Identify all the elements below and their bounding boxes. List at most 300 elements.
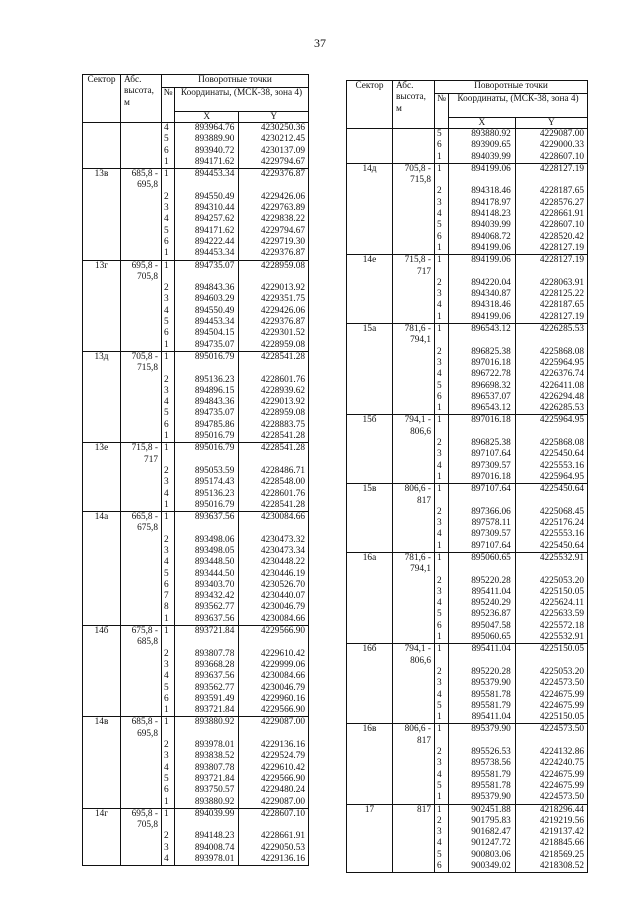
altitude-cell	[121, 226, 162, 237]
point-number-cell: 2	[162, 375, 175, 386]
altitude-cell	[393, 861, 435, 873]
point-number-cell: 5	[162, 317, 175, 328]
coordinates-table-left	[82, 74, 309, 866]
table-row	[83, 602, 309, 613]
altitude-cell: 705,8 - 715,8	[393, 163, 435, 186]
altitude-cell	[393, 369, 435, 380]
y-coordinate-cell: 4226285.53	[515, 324, 587, 347]
altitude-cell: 781,6 - 794,1	[393, 324, 435, 347]
altitude-cell	[121, 283, 162, 294]
point-number-cell: 4	[162, 306, 175, 317]
x-coordinate-cell: 896543.12	[449, 403, 516, 415]
altitude-cell	[121, 580, 162, 591]
sector-cell	[347, 712, 393, 724]
point-number-cell: 1	[435, 415, 449, 438]
altitude-cell	[121, 237, 162, 248]
sector-cell: 13г	[83, 260, 121, 283]
sector-cell: 14е	[347, 255, 393, 278]
y-coordinate-cell: 4229376.87	[239, 248, 309, 260]
x-coordinate-cell: 897107.64	[449, 541, 516, 553]
y-coordinate-cell: 4228607.10	[239, 808, 309, 831]
table-row	[347, 449, 588, 460]
y-coordinate-cell: 4224573.50	[515, 724, 587, 747]
point-number-cell: 1	[435, 472, 449, 484]
table-row	[347, 804, 588, 816]
point-number-cell: 6	[435, 232, 449, 243]
point-number-cell: 6	[435, 140, 449, 151]
altitude-cell	[393, 289, 435, 300]
point-number-cell: 5	[435, 381, 449, 392]
y-coordinate-cell: 4226411.08	[515, 381, 587, 392]
altitude-cell	[121, 683, 162, 694]
table-row	[83, 580, 309, 591]
table-row	[347, 576, 588, 587]
point-number-cell: 2	[435, 186, 449, 197]
point-number-cell: 2	[435, 667, 449, 678]
y-coordinate-cell: 4218296.44	[515, 804, 587, 816]
point-number-cell: 2	[435, 576, 449, 587]
sector-cell: 15в	[347, 484, 393, 507]
point-number-cell: 4	[435, 209, 449, 220]
y-coordinate-cell: 4219219.56	[515, 816, 587, 827]
point-number-cell: 1	[435, 552, 449, 575]
altitude-cell: 715,8 - 717	[393, 255, 435, 278]
sector-cell	[83, 705, 121, 717]
sector-cell	[347, 300, 393, 311]
table-row	[83, 214, 309, 225]
point-number-cell: 3	[435, 827, 449, 838]
sector-cell	[347, 838, 393, 849]
table-row	[347, 690, 588, 701]
sector-cell	[347, 827, 393, 838]
altitude-cell	[393, 758, 435, 769]
x-coordinate-cell: 895379.90	[449, 678, 516, 689]
sector-cell	[347, 381, 393, 392]
table-row	[83, 843, 309, 854]
x-coordinate-cell: 895016.79	[175, 351, 239, 374]
x-coordinate-cell: 893498.06	[175, 535, 239, 546]
header-y: Y	[515, 118, 587, 129]
coordinates-table-right	[346, 80, 588, 873]
x-coordinate-cell: 894199.06	[449, 255, 516, 278]
sector-cell: 14б	[83, 626, 121, 649]
point-number-cell: 1	[162, 248, 175, 260]
y-coordinate-cell: 4229351.75	[239, 294, 309, 305]
x-coordinate-cell: 895581.78	[449, 690, 516, 701]
altitude-cell	[393, 621, 435, 632]
sector-cell: 16б	[347, 644, 393, 667]
table-row	[347, 518, 588, 529]
x-coordinate-cell: 894148.23	[449, 209, 516, 220]
sector-cell	[347, 690, 393, 701]
table-row	[347, 587, 588, 598]
x-coordinate-cell: 895136.23	[175, 375, 239, 386]
sector-cell	[347, 278, 393, 289]
sector-cell	[347, 461, 393, 472]
sector-cell	[83, 569, 121, 580]
sector-cell	[83, 397, 121, 408]
y-coordinate-cell: 4225868.08	[515, 438, 587, 449]
sector-cell: 14а	[83, 512, 121, 535]
table-row	[83, 386, 309, 397]
point-number-cell: 7	[162, 591, 175, 602]
sector-cell	[83, 740, 121, 751]
sector-cell	[83, 694, 121, 705]
point-number-cell: 5	[162, 134, 175, 145]
header-coordinates: Координаты, (МСК-38, зона 4)	[175, 88, 309, 112]
sector-cell	[83, 580, 121, 591]
altitude-cell	[393, 392, 435, 403]
point-number-cell: 5	[435, 220, 449, 231]
altitude-cell: 685,8 - 695,8	[121, 717, 162, 740]
x-coordinate-cell: 893562.77	[175, 602, 239, 613]
y-coordinate-cell: 4228959.08	[239, 260, 309, 283]
sector-cell	[347, 152, 393, 164]
x-coordinate-cell: 894735.07	[175, 408, 239, 419]
sector-cell	[83, 283, 121, 294]
y-coordinate-cell: 4225624.11	[515, 598, 587, 609]
point-number-cell: 1	[435, 243, 449, 255]
y-coordinate-cell: 4230526.70	[239, 580, 309, 591]
point-number-cell: 4	[435, 838, 449, 849]
point-number-cell: 4	[162, 489, 175, 500]
x-coordinate-cell: 893807.78	[175, 763, 239, 774]
sector-cell	[83, 157, 121, 169]
y-coordinate-cell: 4228127.19	[515, 243, 587, 255]
altitude-cell	[393, 712, 435, 724]
y-coordinate-cell: 4230440.07	[239, 591, 309, 602]
x-coordinate-cell: 894039.99	[449, 152, 516, 164]
sector-cell	[83, 546, 121, 557]
table-row	[347, 644, 588, 667]
x-coordinate-cell: 895411.04	[449, 587, 516, 598]
point-number-cell: 1	[162, 808, 175, 831]
table-row	[83, 283, 309, 294]
sector-cell	[347, 438, 393, 449]
sector-cell: 13д	[83, 351, 121, 374]
altitude-cell	[121, 557, 162, 568]
sector-cell	[83, 591, 121, 602]
sector-cell	[83, 340, 121, 352]
table-row	[347, 129, 588, 141]
altitude-cell	[121, 854, 162, 866]
sector-cell	[347, 861, 393, 873]
y-coordinate-cell: 4229838.22	[239, 214, 309, 225]
x-coordinate-cell: 893721.84	[175, 774, 239, 785]
sector-cell	[347, 312, 393, 324]
sector-cell	[83, 375, 121, 386]
altitude-cell	[393, 312, 435, 324]
y-coordinate-cell: 4228548.00	[239, 477, 309, 488]
sector-cell	[83, 557, 121, 568]
sector-cell	[83, 420, 121, 431]
table-row	[83, 831, 309, 842]
altitude-cell	[393, 403, 435, 415]
point-number-cell: 1	[162, 614, 175, 626]
x-coordinate-cell: 893909.65	[449, 140, 516, 151]
y-coordinate-cell: 4225964.95	[515, 415, 587, 438]
table-row	[347, 838, 588, 849]
y-coordinate-cell: 4229087.00	[239, 717, 309, 740]
x-coordinate-cell: 894199.06	[449, 163, 516, 186]
x-coordinate-cell: 894603.29	[175, 294, 239, 305]
y-coordinate-cell: 4228939.62	[239, 386, 309, 397]
table-row	[83, 512, 309, 535]
x-coordinate-cell: 893978.01	[175, 740, 239, 751]
y-coordinate-cell: 4229794.67	[239, 157, 309, 169]
y-coordinate-cell: 4229013.92	[239, 397, 309, 408]
x-coordinate-cell: 895220.28	[449, 576, 516, 587]
point-number-cell: 1	[162, 717, 175, 740]
header-x: X	[449, 118, 516, 129]
point-number-cell: 1	[435, 792, 449, 804]
sector-cell	[83, 649, 121, 660]
sector-cell	[83, 431, 121, 443]
point-number-cell: 2	[435, 747, 449, 758]
x-coordinate-cell: 894735.07	[175, 260, 239, 283]
sector-cell	[347, 220, 393, 231]
x-coordinate-cell: 894171.62	[175, 157, 239, 169]
altitude-cell	[121, 157, 162, 169]
x-coordinate-cell: 901682.47	[449, 827, 516, 838]
x-coordinate-cell: 894039.99	[449, 220, 516, 231]
altitude-cell	[121, 203, 162, 214]
x-coordinate-cell: 895411.04	[449, 712, 516, 724]
y-coordinate-cell: 4230446.19	[239, 569, 309, 580]
y-coordinate-cell: 4228127.19	[515, 163, 587, 186]
y-coordinate-cell: 4225964.95	[515, 472, 587, 484]
point-number-cell: 4	[162, 557, 175, 568]
point-number-cell: 4	[162, 214, 175, 225]
sector-cell	[83, 237, 121, 248]
point-number-cell: 5	[435, 609, 449, 620]
table-row	[83, 717, 309, 740]
x-coordinate-cell: 893637.56	[175, 614, 239, 626]
table-row	[347, 392, 588, 403]
x-coordinate-cell: 894257.62	[175, 214, 239, 225]
point-number-cell: 5	[162, 569, 175, 580]
x-coordinate-cell: 894504.15	[175, 328, 239, 339]
point-number-cell: 6	[162, 580, 175, 591]
table-row	[347, 209, 588, 220]
y-coordinate-cell: 4229524.79	[239, 751, 309, 762]
x-coordinate-cell: 901247.72	[449, 838, 516, 849]
table-row	[83, 660, 309, 671]
y-coordinate-cell: 4229301.52	[239, 328, 309, 339]
point-number-cell: 2	[162, 192, 175, 203]
table-row	[83, 614, 309, 626]
table-row	[347, 403, 588, 415]
point-number-cell: 1	[435, 403, 449, 415]
y-coordinate-cell: 4219137.42	[515, 827, 587, 838]
altitude-cell	[121, 146, 162, 157]
point-number-cell: 1	[162, 443, 175, 466]
table-row	[347, 609, 588, 620]
x-coordinate-cell: 897309.57	[449, 529, 516, 540]
y-coordinate-cell: 4226285.53	[515, 403, 587, 415]
altitude-cell	[393, 186, 435, 197]
sector-cell	[347, 529, 393, 540]
sector-cell	[347, 449, 393, 460]
y-coordinate-cell: 4229087.00	[515, 129, 587, 141]
x-coordinate-cell: 895053.59	[175, 466, 239, 477]
sector-cell: 13в	[83, 169, 121, 192]
sector-cell	[347, 198, 393, 209]
altitude-cell	[121, 340, 162, 352]
header-number: №	[435, 94, 449, 129]
y-coordinate-cell: 4228187.65	[515, 186, 587, 197]
table-row	[347, 415, 588, 438]
x-coordinate-cell: 895581.79	[449, 701, 516, 712]
y-coordinate-cell: 4224675.99	[515, 781, 587, 792]
table-row	[83, 466, 309, 477]
point-number-cell: 1	[162, 500, 175, 512]
table-row	[83, 785, 309, 796]
x-coordinate-cell: 894199.06	[449, 312, 516, 324]
table-row	[83, 649, 309, 660]
altitude-cell: 705,8 - 715,8	[121, 351, 162, 374]
x-coordinate-cell: 895738.56	[449, 758, 516, 769]
sector-cell	[83, 671, 121, 682]
x-coordinate-cell: 893940.72	[175, 146, 239, 157]
altitude-cell	[121, 420, 162, 431]
x-coordinate-cell: 894843.36	[175, 283, 239, 294]
sector-cell	[83, 203, 121, 214]
point-number-cell: 3	[162, 660, 175, 671]
point-number-cell: 2	[435, 347, 449, 358]
table-row	[83, 774, 309, 785]
altitude-cell: 806,6 - 817	[393, 484, 435, 507]
table-row	[347, 747, 588, 758]
point-number-cell: 8	[162, 602, 175, 613]
sector-cell	[83, 408, 121, 419]
x-coordinate-cell: 893432.42	[175, 591, 239, 602]
point-number-cell: 1	[435, 632, 449, 644]
y-coordinate-cell: 4228959.08	[239, 408, 309, 419]
sector-cell	[83, 226, 121, 237]
y-coordinate-cell: 4230473.32	[239, 535, 309, 546]
point-number-cell: 1	[162, 260, 175, 283]
sector-cell	[347, 850, 393, 861]
x-coordinate-cell: 894318.46	[449, 300, 516, 311]
altitude-cell	[393, 770, 435, 781]
table-row	[83, 443, 309, 466]
point-number-cell: 6	[162, 146, 175, 157]
altitude-cell	[393, 129, 435, 141]
y-coordinate-cell: 4230473.34	[239, 546, 309, 557]
table-row	[347, 140, 588, 151]
x-coordinate-cell: 902451.88	[449, 804, 516, 816]
table-row	[347, 484, 588, 507]
altitude-cell	[393, 209, 435, 220]
y-coordinate-cell: 4229480.24	[239, 785, 309, 796]
sector-cell	[83, 146, 121, 157]
table-row	[347, 369, 588, 380]
sector-cell	[83, 477, 121, 488]
y-coordinate-cell: 4228601.76	[239, 489, 309, 500]
sector-cell	[83, 134, 121, 145]
sector-cell	[347, 576, 393, 587]
x-coordinate-cell: 897016.18	[449, 358, 516, 369]
y-coordinate-cell: 4226294.48	[515, 392, 587, 403]
table-row	[83, 340, 309, 352]
x-coordinate-cell: 897107.64	[449, 449, 516, 460]
sector-cell	[347, 232, 393, 243]
table-row	[83, 591, 309, 602]
y-coordinate-cell: 4225553.16	[515, 529, 587, 540]
x-coordinate-cell: 894318.46	[449, 186, 516, 197]
point-number-cell: 3	[435, 587, 449, 598]
sector-cell	[83, 386, 121, 397]
table-row	[83, 169, 309, 192]
point-number-cell: 5	[435, 850, 449, 861]
y-coordinate-cell: 4224573.50	[515, 792, 587, 804]
y-coordinate-cell: 4228063.91	[515, 278, 587, 289]
y-coordinate-cell: 4228541.28	[239, 443, 309, 466]
point-number-cell: 1	[162, 340, 175, 352]
table-row	[347, 163, 588, 186]
point-number-cell: 1	[162, 512, 175, 535]
sector-cell: 15б	[347, 415, 393, 438]
y-coordinate-cell: 4225176.24	[515, 518, 587, 529]
point-number-cell: 4	[435, 770, 449, 781]
table-row	[83, 203, 309, 214]
x-coordinate-cell: 896543.12	[449, 324, 516, 347]
altitude-cell	[121, 785, 162, 796]
altitude-cell	[121, 408, 162, 419]
sector-cell	[347, 518, 393, 529]
sector-cell	[83, 123, 121, 135]
x-coordinate-cell: 895060.65	[449, 552, 516, 575]
y-coordinate-cell: 4230250.36	[239, 123, 309, 135]
altitude-cell	[121, 386, 162, 397]
point-number-cell: 4	[435, 690, 449, 701]
sector-cell	[347, 347, 393, 358]
y-coordinate-cell: 4229566.90	[239, 705, 309, 717]
table-row	[347, 324, 588, 347]
altitude-cell: 695,8 - 705,8	[121, 808, 162, 831]
y-coordinate-cell: 4218569.25	[515, 850, 587, 861]
x-coordinate-cell: 895060.65	[449, 632, 516, 644]
x-coordinate-cell: 894896.15	[175, 386, 239, 397]
x-coordinate-cell: 893978.01	[175, 854, 239, 866]
x-coordinate-cell: 893721.84	[175, 626, 239, 649]
y-coordinate-cell: 4225532.91	[515, 632, 587, 644]
altitude-cell	[121, 602, 162, 613]
table-row	[347, 678, 588, 689]
left-table-body	[83, 123, 309, 866]
altitude-cell: 817	[393, 804, 435, 816]
y-coordinate-cell: 4229566.90	[239, 626, 309, 649]
altitude-cell	[393, 816, 435, 827]
x-coordinate-cell: 895236.87	[449, 609, 516, 620]
sector-cell	[347, 816, 393, 827]
sector-cell: 13е	[83, 443, 121, 466]
y-coordinate-cell: 4225150.05	[515, 644, 587, 667]
x-coordinate-cell: 894199.06	[449, 243, 516, 255]
altitude-cell	[121, 328, 162, 339]
point-number-cell: 5	[162, 683, 175, 694]
table-row	[347, 472, 588, 484]
table-row	[347, 816, 588, 827]
point-number-cell: 3	[435, 358, 449, 369]
altitude-cell	[393, 278, 435, 289]
sector-cell: 16в	[347, 724, 393, 747]
point-number-cell: 3	[435, 678, 449, 689]
point-number-cell: 4	[162, 763, 175, 774]
x-coordinate-cell: 897016.18	[449, 415, 516, 438]
sector-cell: 16а	[347, 552, 393, 575]
